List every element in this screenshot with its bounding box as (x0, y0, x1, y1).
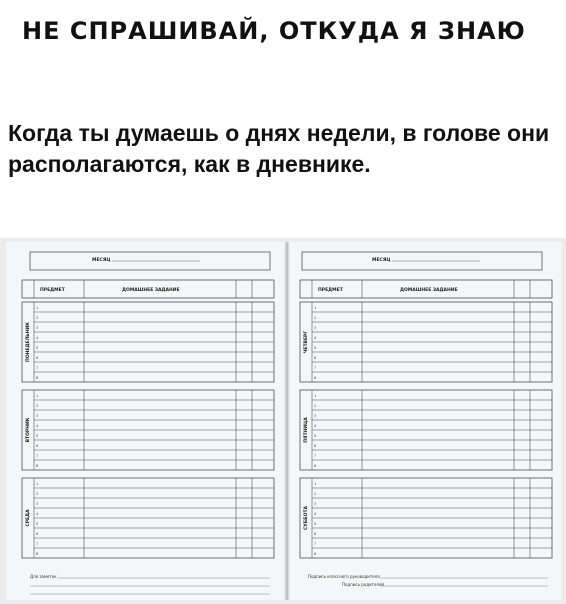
diary-spread (0, 238, 566, 604)
row-number: 6 (314, 444, 317, 448)
row-number: 6 (36, 356, 39, 360)
row-number: 6 (314, 356, 317, 360)
row-number: 2 (314, 404, 317, 408)
row-number: 5 (36, 434, 39, 438)
row-number: 4 (314, 336, 317, 340)
row-number: 4 (36, 336, 39, 340)
row-number: 5 (314, 434, 317, 438)
meme-caption: Когда ты думаешь о днях недели, в голове они располагаются, как в дневнике. (8, 120, 550, 177)
row-number: 7 (36, 454, 39, 458)
row-number: 5 (314, 522, 317, 526)
row-number: 8 (314, 464, 317, 468)
row-number: 5 (314, 346, 317, 350)
row-number: 3 (36, 502, 39, 506)
row-number: 2 (36, 316, 39, 320)
day-name-left: ПОНЕДЕЛЬНИК (26, 322, 31, 362)
row-number: 4 (314, 512, 317, 516)
row-number: 8 (36, 464, 39, 468)
row-number: 1 (36, 482, 39, 486)
row-number: 7 (314, 542, 317, 546)
row-number: 6 (314, 532, 317, 536)
right-month-label: МЕСЯЦ (372, 258, 391, 263)
row-number: 7 (314, 454, 317, 458)
left-col-subject: ПРЕДМЕТ (40, 288, 65, 293)
row-number: 1 (314, 394, 317, 398)
row-number: 3 (314, 502, 317, 506)
row-number: 6 (36, 532, 39, 536)
row-number: 2 (314, 316, 317, 320)
day-name-left: СРЕДА (26, 509, 31, 527)
left-footer-label: Для заметок (30, 574, 57, 579)
row-number: 5 (36, 346, 39, 350)
row-number: 8 (314, 376, 317, 380)
right-footer-line-2: Подпись родителей (342, 582, 385, 587)
right-footer-line-1: Подпись классного руководителя (308, 574, 380, 579)
row-number: 2 (36, 492, 39, 496)
row-number: 2 (314, 492, 317, 496)
day-name-left: ВТОРНИК (26, 417, 31, 443)
row-number: 6 (36, 444, 39, 448)
diary-photo (0, 238, 566, 604)
left-page (6, 242, 284, 600)
left-month-label: МЕСЯЦ (92, 258, 111, 263)
row-number: 4 (314, 424, 317, 428)
row-number: 2 (36, 404, 39, 408)
right-col-subject: ПРЕДМЕТ (318, 288, 343, 293)
row-number: 4 (36, 424, 39, 428)
right-col-homework: ДОМАШНЕЕ ЗАДАНИЕ (400, 288, 458, 293)
row-number: 1 (314, 306, 317, 310)
day-name-right: ЧЕТВЕРГ (304, 330, 309, 354)
row-number: 3 (314, 326, 317, 330)
row-number: 3 (314, 414, 317, 418)
row-number: 4 (36, 512, 39, 516)
right-page (290, 242, 562, 600)
row-number: 7 (314, 366, 317, 370)
left-col-homework: ДОМАШНЕЕ ЗАДАНИЕ (122, 288, 180, 293)
row-number: 8 (36, 552, 39, 556)
row-number: 8 (36, 376, 39, 380)
row-number: 1 (36, 306, 39, 310)
day-name-right: ПЯТНИЦА (304, 417, 309, 443)
row-number: 3 (36, 414, 39, 418)
row-number: 7 (36, 366, 39, 370)
meme-heading: НЕ СПРАШИВАЙ, ОТКУДА Я ЗНАЮ (22, 17, 526, 45)
row-number: 5 (36, 522, 39, 526)
row-number: 1 (314, 482, 317, 486)
row-number: 1 (36, 394, 39, 398)
row-number: 8 (314, 552, 317, 556)
row-number: 7 (36, 542, 39, 546)
day-name-right: СУББОТА (304, 505, 309, 531)
row-number: 3 (36, 326, 39, 330)
